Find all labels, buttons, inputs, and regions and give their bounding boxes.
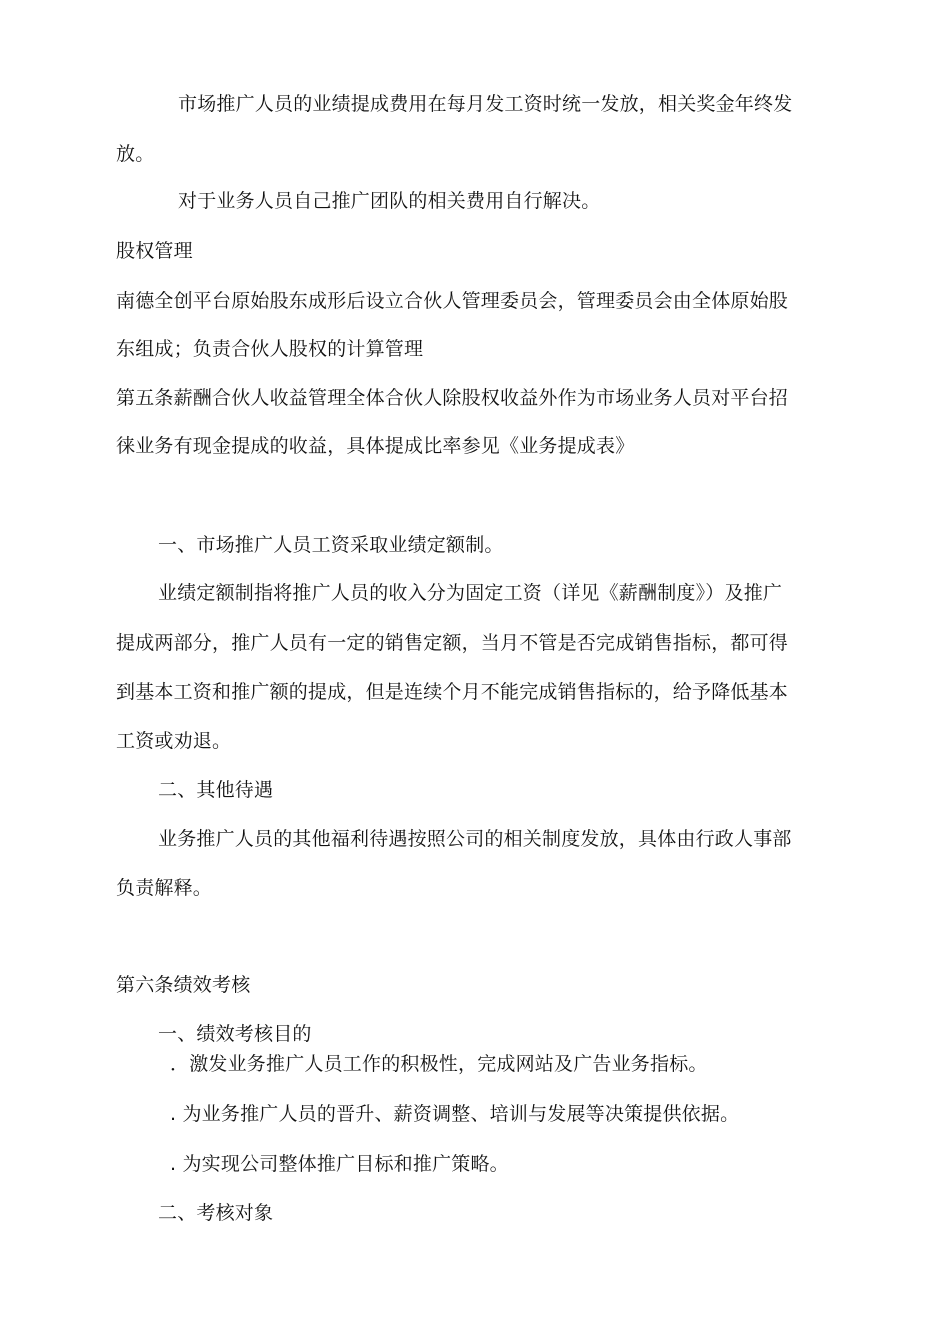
list-heading: 一、市场推广人员工资采取业绩定额制。 bbox=[158, 534, 504, 556]
paragraph-line: 南德全创平台原始股东成形后设立合伙人管理委员会，管理委员会由全体原始股 bbox=[116, 290, 789, 312]
paragraph-line: 徕业务有现金提成的收益，具体提成比率参见《业务提成表》 bbox=[116, 435, 635, 457]
list-heading: 二、其他待遇 bbox=[158, 779, 274, 801]
paragraph-line: 第五条薪酬合伙人收益管理全体合伙人除股权收益外作为市场业务人员对平台招 bbox=[116, 387, 789, 409]
list-item: . 为实现公司整体推广目标和推广策略。 bbox=[170, 1153, 509, 1175]
list-item: . 为业务推广人员的晋升、薪资调整、培训与发展等决策提供依据。 bbox=[170, 1103, 740, 1125]
paragraph-line: 市场推广人员的业绩提成费用在每月发工资时统一发放，相关奖金年终发 bbox=[178, 93, 793, 115]
section-heading: 股权管理 bbox=[116, 240, 193, 262]
paragraph-line: 工资或劝退。 bbox=[116, 730, 232, 752]
paragraph-line: 负责解释。 bbox=[116, 877, 213, 899]
paragraph-line: 到基本工资和推广额的提成，但是连续个月不能完成销售指标的，给予降低基本 bbox=[116, 681, 789, 703]
paragraph-line: 对于业务人员自己推广团队的相关费用自行解决。 bbox=[178, 190, 601, 212]
paragraph-line: 提成两部分，推广人员有一定的销售定额，当月不管是否完成销售指标，都可得 bbox=[116, 632, 789, 654]
list-item: ．激发业务推广人员工作的积极性，完成网站及广告业务指标。 bbox=[170, 1053, 708, 1075]
paragraph-line: 业务推广人员的其他福利待遇按照公司的相关制度发放，具体由行政人事部 bbox=[158, 828, 792, 850]
article-heading: 第六条绩效考核 bbox=[116, 974, 251, 996]
list-heading: 一、绩效考核目的 bbox=[158, 1023, 312, 1045]
list-heading: 二、考核对象 bbox=[158, 1202, 274, 1224]
paragraph-line: 东组成；负责合伙人股权的计算管理 bbox=[116, 338, 424, 360]
paragraph-line: 业绩定额制指将推广人员的收入分为固定工资（详见《薪酬制度》）及推广 bbox=[158, 582, 783, 604]
paragraph-line: 放。 bbox=[116, 143, 155, 165]
